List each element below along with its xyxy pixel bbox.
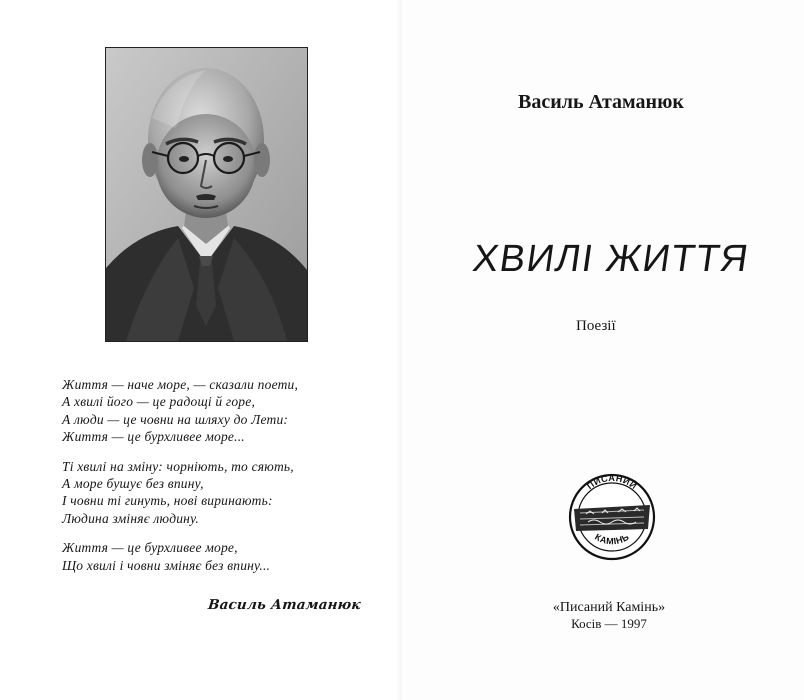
- epigraph-poem: [62, 376, 392, 586]
- author-signature: Василь Атаманюк: [207, 597, 362, 613]
- author-name: Василь Атаманюк: [518, 91, 684, 113]
- poem-line: Ті хвилі на зміну: чорніють, то сяють,: [62, 458, 294, 474]
- poem-line: А море бушує без впину,: [62, 476, 204, 492]
- poem-line: Життя — наче море, — сказали поети,: [62, 377, 299, 392]
- emblem-bottom-text: КАМІНЬ: [593, 531, 631, 547]
- emblem-top-text: ПИСАНИЙ: [584, 472, 640, 492]
- poem-stanza: [62, 376, 392, 446]
- poem-stanza: [62, 458, 392, 528]
- portrait-image: [106, 48, 307, 341]
- poem-line: Людина зміняє людину.: [62, 510, 199, 526]
- poem-stanza: [62, 539, 392, 574]
- book-title: ХВИЛІ ЖИТТЯ: [470, 238, 753, 280]
- publisher-emblem-icon: [566, 467, 658, 563]
- poem-line: Життя — це бурхливее море,: [62, 540, 238, 556]
- book-subtitle: Поезії: [576, 318, 616, 334]
- poem-line: Що хвилі і човни зміняє без впину...: [62, 557, 271, 573]
- poem-line: Життя — це бурхливее море...: [62, 429, 245, 445]
- publication-place-year: Косів — 1997: [571, 616, 647, 631]
- poem-line: А хвилі його — це радощі й горе,: [62, 394, 256, 410]
- poem-line: А люди — це човни на шляху до Лети:: [62, 411, 289, 427]
- publisher-name: «Писаний Камінь»: [552, 600, 666, 615]
- author-portrait: [105, 47, 308, 342]
- poem-line: І човни ті гинуть, нові виринають:: [62, 493, 273, 509]
